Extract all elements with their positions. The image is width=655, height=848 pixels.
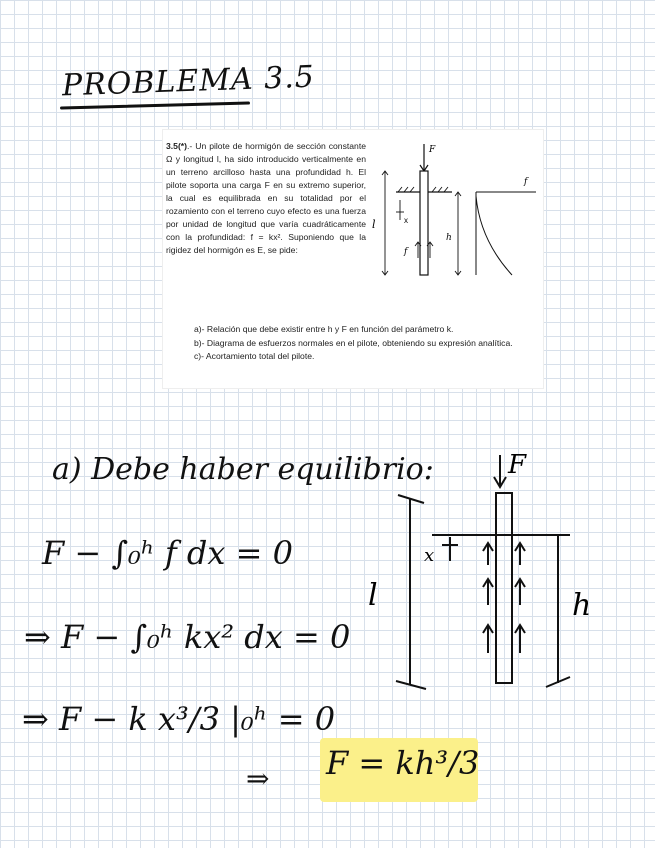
page-title: PROBLEMA 3.5 bbox=[61, 59, 316, 104]
problem-item-a: a)- Relación que debe existir entre h y F en función del parámetro k. bbox=[194, 324, 454, 334]
problem-text: .- Un pilote de hormigón de sección constante Ω y longitud l, ha sido introducido verticalmente en un terreno arcilloso hasta una profundidad h. El pilote soporta una carga F en su extremo superior, la cual es equilibrada en su totalidad por el rozamiento con el terreno cuyo efecto es una fuerza por unidad de longitud que varía cuadráticamente con la profundidad: f = kx². Suponiendo que la rigidez del hormigón es E, se pide: bbox=[166, 141, 366, 255]
equation-3: ⇒ F − k x³/3 |₀ʰ = 0 bbox=[22, 700, 336, 738]
sol-length-label: l bbox=[368, 578, 378, 613]
sol-depth-label: h bbox=[572, 588, 592, 623]
result-equation: F = kh³/3 bbox=[326, 744, 480, 782]
problem-item-c: c)- Acortamiento total del pilote. bbox=[194, 351, 315, 361]
fig-friction-label: f bbox=[404, 247, 408, 257]
solution-figure bbox=[368, 450, 592, 695]
problem-item-b: b)- Diagrama de esfuerzos normales en el pilote, obteniendo su expresión analítica. bbox=[194, 337, 513, 348]
fig-length-label: l bbox=[372, 218, 376, 231]
equation-1: F − ∫₀ʰ f dx = 0 bbox=[42, 534, 293, 572]
equation-2: ⇒ F − ∫₀ʰ kx² dx = 0 bbox=[24, 618, 351, 656]
implies-arrow: ⇒ bbox=[246, 762, 270, 795]
sol-x-label: x bbox=[424, 545, 435, 566]
fig-depth-label: h bbox=[446, 233, 452, 243]
fig-curve-label: f bbox=[524, 177, 528, 187]
fig-force-label: F bbox=[429, 145, 436, 155]
problem-card bbox=[163, 130, 543, 388]
problem-statement bbox=[166, 140, 366, 257]
problem-figure bbox=[368, 140, 540, 290]
problem-items bbox=[166, 323, 538, 364]
problem-number: 3.5(*) bbox=[166, 141, 188, 151]
fig-x-label: x bbox=[404, 216, 408, 225]
title-underline bbox=[60, 102, 250, 110]
solution-part-a: a) Debe haber equilibrio: bbox=[52, 452, 434, 487]
sol-force-label: F bbox=[508, 450, 527, 480]
